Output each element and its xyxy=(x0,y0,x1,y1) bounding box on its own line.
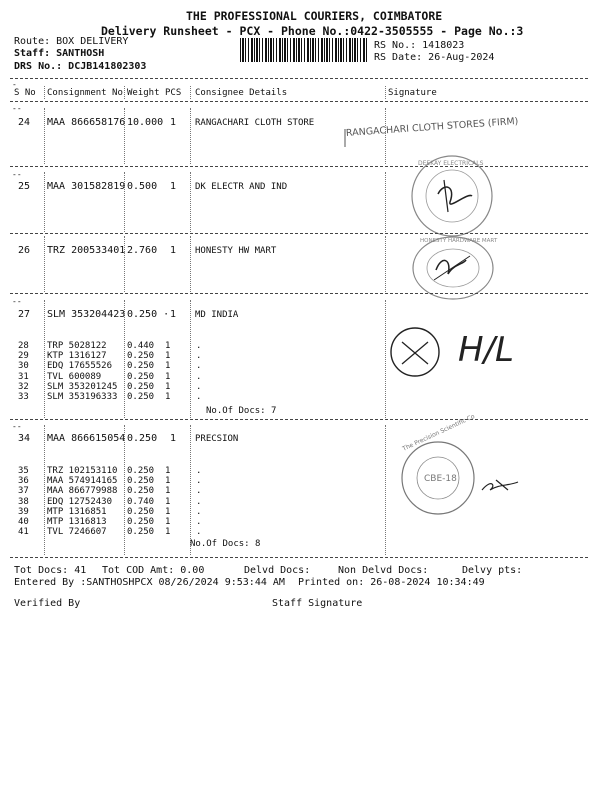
row-29-weight: 0.250 xyxy=(127,351,155,362)
row-35-dot: . xyxy=(196,466,202,476)
row-35-sno: 35 xyxy=(18,466,29,476)
route: Route: BOX DELIVERY xyxy=(14,36,129,47)
row-39-dot: . xyxy=(196,506,202,517)
honesty-stamp-text: HONESTY HARDWARE MART xyxy=(420,238,498,244)
row-36-weight: 0.250 xyxy=(127,476,155,487)
row-38-cons: EDQ 12752430 xyxy=(47,496,113,507)
precision-stamp xyxy=(396,438,556,518)
row-36-cons: MAA 574914165 xyxy=(47,476,118,487)
row-37-cons: MAA 866779988 xyxy=(47,486,118,497)
row-31-weight: 0.250 xyxy=(127,371,155,382)
row-29-pcs: 1 xyxy=(165,351,171,362)
row-32-pcs: 1 xyxy=(165,381,171,392)
md-india-sign-text: H/L xyxy=(458,330,514,370)
row-25-sno: 25 xyxy=(18,181,31,192)
row-40-weight: 0.250 xyxy=(127,517,155,527)
row-27-consignment: SLM 353204423 xyxy=(47,309,126,320)
row-29-sno: 29 xyxy=(18,351,29,362)
runsheet-title: Delivery Runsheet - PCX - Phone No.:0422-3505555 - Page No.:3 xyxy=(101,24,524,38)
row-30-sno: 30 xyxy=(18,361,29,372)
row-32-weight: 0.250 xyxy=(127,381,155,392)
row-39-weight: 0.250 xyxy=(127,506,155,517)
row-34-consignee: PRECSION xyxy=(195,434,239,444)
row-32-sno: 32 xyxy=(18,381,29,392)
row-36-dot: . xyxy=(196,476,202,487)
verified-by: Verified By xyxy=(14,598,81,609)
row-24-weight: 10.000 xyxy=(127,117,164,128)
row-28-sno: 28 xyxy=(18,341,29,351)
company-name: THE PROFESSIONAL COURIERS, COIMBATORE xyxy=(186,9,443,23)
row-38-sno: 38 xyxy=(18,496,29,507)
printed-on: Printed on: 26-08-2024 10:34:49 xyxy=(298,577,485,588)
row-34-pcs: 1 xyxy=(170,433,177,444)
row-37-weight: 0.250 xyxy=(127,486,155,497)
row-37-sno: 37 xyxy=(18,486,29,497)
group2-doc-count: No.Of Docs: 8 xyxy=(190,539,261,549)
row-33-weight: 0.250 xyxy=(127,392,155,402)
row-40-sno: 40 xyxy=(18,517,29,527)
row-41-dot: . xyxy=(196,527,202,538)
delivery-points: Delvy pts: xyxy=(462,565,523,576)
row-28-weight: 0.440 xyxy=(127,341,155,351)
row-33-pcs: 1 xyxy=(165,392,171,402)
row-28-pcs: 1 xyxy=(165,341,171,351)
col-consignee: Consignee Details xyxy=(195,88,288,98)
total-cod: Tot COD Amt: 0.00 xyxy=(102,565,205,576)
row-39-sno: 39 xyxy=(18,506,29,517)
non-delivered-docs: Non Delvd Docs: xyxy=(338,565,429,576)
row-25-consignee: DK ELECTR AND IND xyxy=(195,182,288,192)
row-31-sno: 31 xyxy=(18,371,29,382)
row-33-cons: SLM 353196333 xyxy=(47,392,118,402)
col-pcs: PCS xyxy=(165,88,182,98)
row-28-dot: . xyxy=(196,341,202,351)
row-34-weight: 0.250 xyxy=(127,433,158,444)
row-41-sno: 41 xyxy=(18,527,29,538)
row-29-cons: KTP 1316127 xyxy=(47,351,107,362)
row-25-weight: 0.500 xyxy=(127,181,158,192)
row-27-consignee: MD INDIA xyxy=(195,310,239,320)
precision-stamp-text: The Precision Scientific Co xyxy=(401,412,476,453)
rs-date: RS Date: 26-Aug-2024 xyxy=(374,52,495,63)
rs-number: RS No.: 1418023 xyxy=(374,40,465,51)
row-35-cons: TRZ 102153110 xyxy=(47,466,118,476)
col-weight: Weight xyxy=(127,88,160,98)
row-24-pcs: 1 xyxy=(170,117,177,128)
row-28-cons: TRP 5028122 xyxy=(47,341,107,351)
col-signature: Signature xyxy=(388,88,437,98)
row-33-dot: . xyxy=(196,392,202,402)
row-26-consignee: HONESTY HW MART xyxy=(195,246,277,256)
row-25-consignment: MAA 301582819 xyxy=(47,181,126,192)
row-30-pcs: 1 xyxy=(165,361,171,372)
precision-stamp-city: CBE-18 xyxy=(424,474,457,484)
row-30-weight: 0.250 xyxy=(127,361,155,372)
col-consignment: Consignment No xyxy=(47,88,123,98)
row-40-pcs: 1 xyxy=(165,517,171,527)
honesty-stamp xyxy=(408,234,498,302)
row-41-cons: TVL 7246607 xyxy=(47,527,107,538)
row-33-sno: 33 xyxy=(18,392,29,402)
row-39-cons: MTP 1316851 xyxy=(47,506,107,517)
row-38-weight: 0.740 xyxy=(127,496,155,507)
barcode xyxy=(240,38,367,62)
row-26-weight: 2.760 xyxy=(127,245,158,256)
total-docs: Tot Docs: 41 xyxy=(14,565,87,576)
row-25-pcs: 1 xyxy=(170,181,177,192)
group1-doc-count: No.Of Docs: 7 xyxy=(206,406,277,416)
row-34-consignment: MAA 866615054 xyxy=(47,433,126,444)
row-40-dot: . xyxy=(196,517,202,527)
rangachari-stamp-text: RANGACHARI CLOTH STORES (FIRM) xyxy=(345,115,519,139)
col-sno: S No xyxy=(14,88,36,98)
entered-by: Entered By :SANTHOSHPCX 08/26/2024 9:53:44 AM xyxy=(14,577,285,588)
row-38-pcs: 1 xyxy=(165,496,171,507)
row-38-dot: . xyxy=(196,496,202,507)
row-24-consignment: MAA 866658176 xyxy=(47,117,126,128)
row-24-consignee: RANGACHARI CLOTH STORE xyxy=(195,118,315,128)
header-rule xyxy=(10,78,588,79)
row-30-cons: EDQ 17655526 xyxy=(47,361,113,372)
row-26-consignment: TRZ 200533401 xyxy=(47,245,126,256)
staff-signature: Staff Signature xyxy=(272,598,363,609)
deekay-stamp-text: DEEKAY ELECTRICALS xyxy=(418,160,484,167)
row-35-weight: 0.250 xyxy=(127,466,155,476)
row-41-weight: 0.250 xyxy=(127,527,155,538)
row-40-cons: MTP 1316813 xyxy=(47,517,107,527)
row-37-pcs: 1 xyxy=(165,486,171,497)
row-37-dot: . xyxy=(196,486,202,497)
row-27-weight: 0.250 · xyxy=(127,309,170,320)
row-29-dot: . xyxy=(196,351,202,362)
row-32-cons: SLM 353201245 xyxy=(47,381,118,392)
row-27-sno: 27 xyxy=(18,309,31,320)
row-31-cons: TVL 600089 xyxy=(47,371,102,382)
row-30-dot: . xyxy=(196,361,202,372)
row-36-sno: 36 xyxy=(18,476,29,487)
staff: Staff: SANTHOSH xyxy=(14,48,105,59)
row-39-pcs: 1 xyxy=(165,506,171,517)
row-36-pcs: 1 xyxy=(165,476,171,487)
delivered-docs: Delvd Docs: xyxy=(244,565,311,576)
row-35-pcs: 1 xyxy=(165,466,171,476)
row-26-pcs: 1 xyxy=(170,245,177,256)
row-31-pcs: 1 xyxy=(165,371,171,382)
drs-number: DRS No.: DCJB141802303 xyxy=(14,61,147,72)
row-32-dot: . xyxy=(196,381,202,392)
row-27-pcs: 1 xyxy=(170,309,177,320)
row-41-pcs: 1 xyxy=(165,527,171,538)
row-24-sno: 24 xyxy=(18,117,31,128)
row-34-sno: 34 xyxy=(18,433,31,444)
row-31-dot: . xyxy=(196,371,202,382)
row-26-sno: 26 xyxy=(18,245,31,256)
